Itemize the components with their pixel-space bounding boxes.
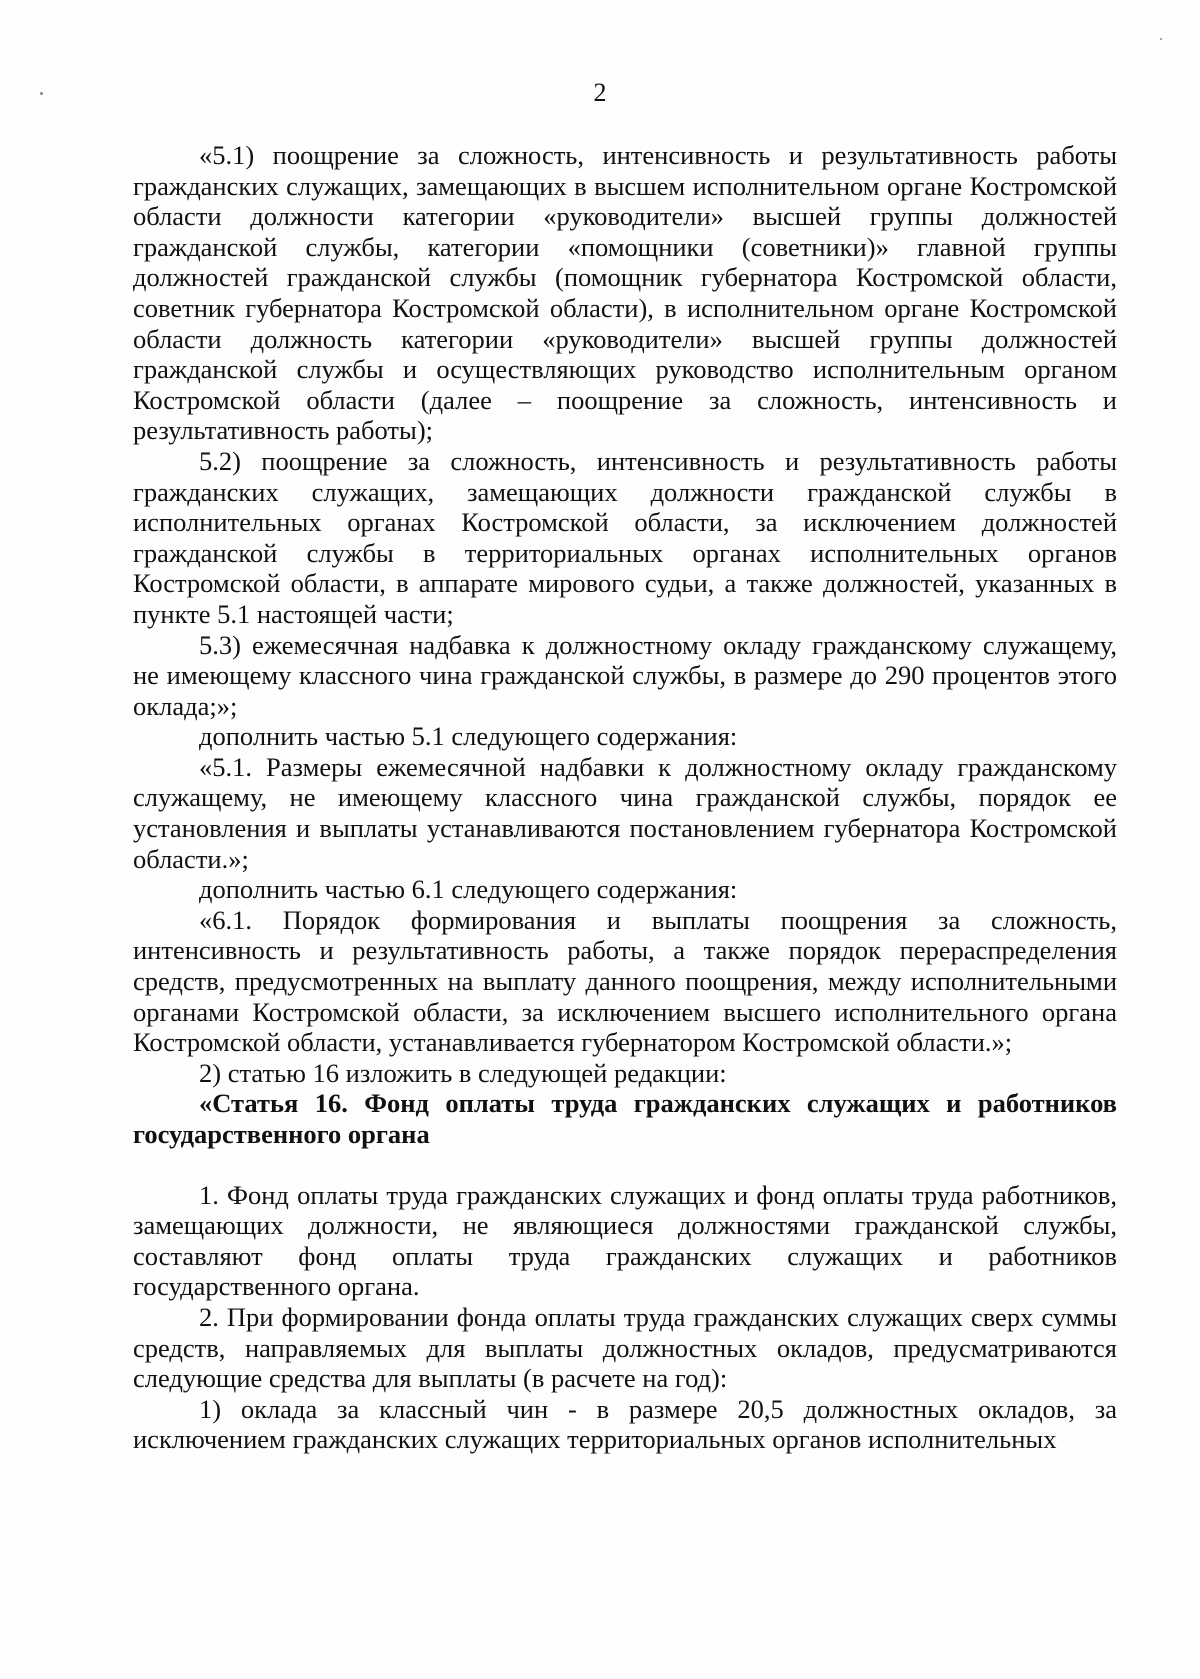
document-body — [133, 140, 1117, 1455]
paragraph-16-2-1: 1) оклада за классный чин - в размере 20,5 должностных окладов, за исключением гражданских служащих территориальных органов исполнительных — [133, 1393, 1117, 1455]
paragraph-article-16-intro: 2) статью 16 изложить в следующей редакции: — [199, 1057, 727, 1088]
paragraph-16-2: 2. При формировании фонда оплаты труда гражданских служащих сверх суммы средств, направляемых для выплаты должностных окладов, предусматриваются следующие средства для выплаты (в расчете на год): — [133, 1301, 1117, 1394]
paragraph-add-part-5-1: дополнить частью 5.1 следующего содержания: — [199, 721, 738, 752]
paragraph-5-3: 5.3) ежемесячная надбавка к должностному окладу гражданскому служащему, не имеющему классного чина гражданской службы, в размере до 290 процентов этого оклада;»; — [133, 629, 1117, 721]
paragraph-5-2: 5.2) поощрение за сложность, интенсивность и результативность работы гражданских служащих, замещающих должности гражданской службы в исполнительных органах Костромской области, за исключением должностей гражданской службы в территориальных органах исполнительных органов Костромской области, в аппарате мирового судьи, а также должностей, указанных в пункте 5.1 настоящей части; — [133, 445, 1117, 629]
scan-speck — [1160, 38, 1162, 40]
article-16-heading: «Статья 16. Фонд оплаты труда гражданских служащих и работников государственного органа — [133, 1088, 1117, 1149]
paragraph-part-5-1: «5.1. Размеры ежемесячной надбавки к должностному окладу гражданскому служащему, не имеющему классного чина гражданской службы, порядок ее установления и выплаты устанавливаются постановлением губернатора Костромской области.»; — [133, 751, 1117, 874]
paragraph-part-6-1: «6.1. Порядок формирования и выплаты поощрения за сложность, интенсивность и результативность работы, а также порядок перераспределения средств, предусмотренных на выплату данного поощрения, между исполнительными органами Костромской области, за исключением высшего исполнительного органа Костромской области, устанавливается губернатором Костромской области.»; — [133, 904, 1117, 1058]
paragraph-16-1: 1. Фонд оплаты труда гражданских служащих и фонд оплаты труда работников, замещающих должности, не являющиеся должностями гражданской службы, составляют фонд оплаты труда гражданских служащих и работников государственного органа. — [133, 1179, 1117, 1302]
paragraph-5-1: «5.1) поощрение за сложность, интенсивность и результативность работы гражданских служащих, замещающих в высшем исполнительном органе Костромской области должности категории «руководители» высшей группы должностей гражданской службы, категории «помощники (советники)» главной группы должностей гражданской службы (помощник губернатора Костромской области, советник губернатора Костромской области), в исполнительном органе Костромской области должность категории «руководители» высшей группы должностей гражданской службы и осуществляющих руководство исполнительным органом Костромской области (далее – поощрение за сложность, интенсивность и результативность работы); — [133, 140, 1117, 446]
page-number: 2 — [593, 78, 607, 107]
paragraph-add-part-6-1: дополнить частью 6.1 следующего содержания: — [199, 874, 738, 905]
